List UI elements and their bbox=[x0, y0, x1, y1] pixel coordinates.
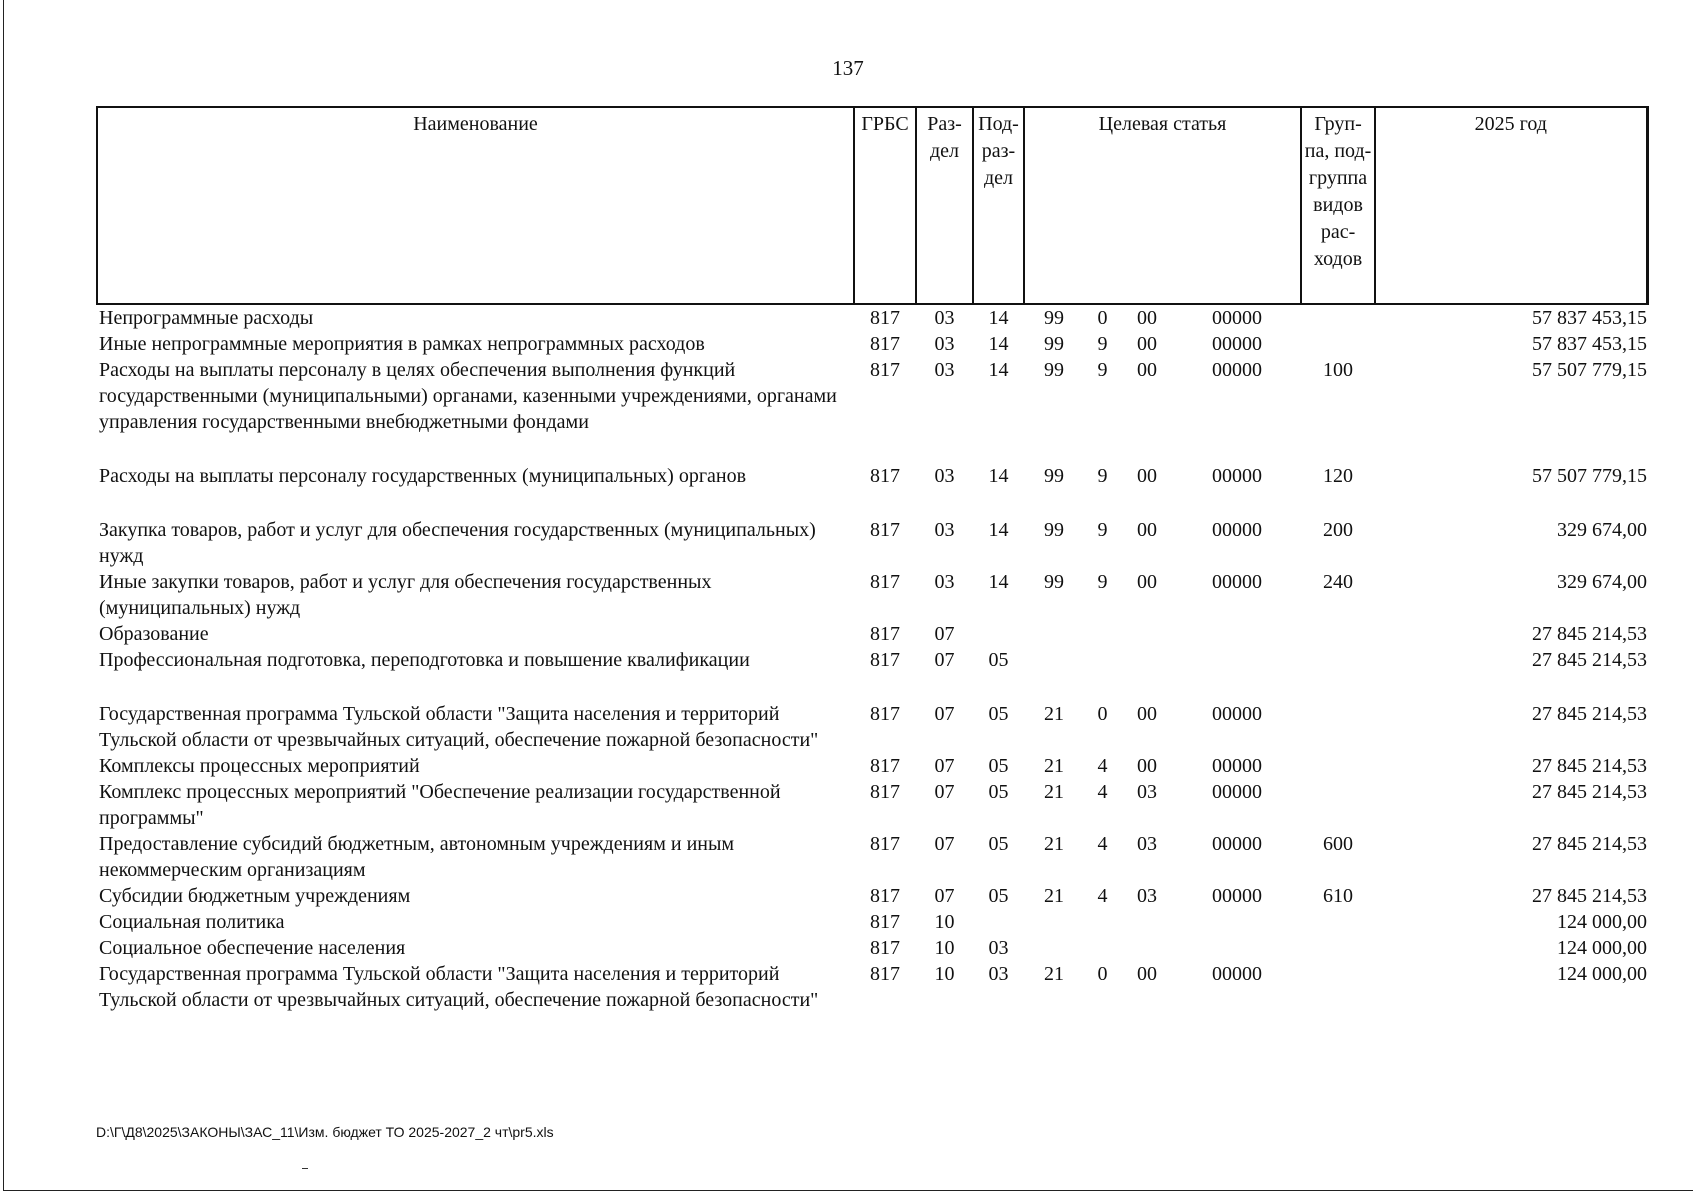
table-row bbox=[97, 909, 1647, 935]
cell-target-program: 99 bbox=[1044, 571, 1064, 593]
cell-razdel: 03 bbox=[934, 465, 955, 487]
spacer-cell bbox=[97, 673, 1647, 701]
cell-target-direction: 00000 bbox=[1212, 833, 1263, 855]
cell-expense-group bbox=[1301, 701, 1375, 753]
header-expense-group: Груп- па, под- группа видов рас- ходов bbox=[1301, 107, 1375, 304]
budget-table bbox=[96, 106, 1649, 1013]
cell-target-subprogram bbox=[1084, 621, 1121, 647]
table-row bbox=[97, 779, 1647, 831]
cell-razdel: 10 bbox=[934, 963, 955, 985]
cell-razdel: 03 bbox=[934, 519, 955, 541]
row-spacer bbox=[97, 673, 1647, 701]
cell-target-program: 99 bbox=[1044, 333, 1064, 355]
cell-target-program bbox=[1024, 909, 1084, 935]
cell-name: Субсидии бюджетным учреждениям bbox=[99, 885, 411, 907]
cell-name: Расходы на выплаты персоналу государственных (муниципальных) органов bbox=[99, 465, 747, 487]
cell-target-direction bbox=[1173, 647, 1301, 673]
cell-podrazdel: 14 bbox=[988, 359, 1009, 381]
cell-razdel: 07 bbox=[934, 885, 955, 907]
cell-grbs: 817 bbox=[870, 963, 900, 985]
table-row bbox=[97, 517, 1647, 569]
cell-podrazdel: 14 bbox=[988, 307, 1009, 329]
spacer-cell bbox=[97, 489, 1647, 517]
cell-grbs: 817 bbox=[870, 359, 900, 381]
cell-target-event bbox=[1121, 621, 1173, 647]
table-row bbox=[97, 831, 1647, 883]
cell-expense-group: 600 bbox=[1323, 833, 1354, 855]
cell-expense-group bbox=[1301, 779, 1375, 831]
cell-target-program: 21 bbox=[1044, 703, 1064, 725]
cell-target-event bbox=[1121, 909, 1173, 935]
cell-razdel: 07 bbox=[934, 649, 955, 671]
table-row bbox=[97, 621, 1647, 647]
cell-amount: 329 674,00 bbox=[1557, 519, 1648, 541]
cell-amount: 27 845 214,53 bbox=[1532, 833, 1648, 855]
cell-name: Социальное обеспечение населения bbox=[99, 937, 406, 959]
cell-target-subprogram: 4 bbox=[1097, 885, 1108, 907]
cell-razdel: 10 bbox=[934, 937, 955, 959]
cell-podrazdel: 05 bbox=[988, 781, 1009, 803]
cell-target-program bbox=[1024, 621, 1084, 647]
cell-target-event: 00 bbox=[1137, 307, 1157, 329]
cell-razdel: 07 bbox=[934, 703, 955, 725]
cell-podrazdel: 14 bbox=[988, 333, 1009, 355]
footer-dash bbox=[302, 1168, 308, 1169]
cell-amount: 27 845 214,53 bbox=[1532, 755, 1648, 777]
cell-target-program: 21 bbox=[1044, 833, 1064, 855]
cell-target-event: 03 bbox=[1137, 781, 1157, 803]
cell-grbs: 817 bbox=[870, 911, 900, 933]
cell-target-subprogram: 9 bbox=[1097, 359, 1108, 381]
cell-grbs: 817 bbox=[870, 937, 900, 959]
footer-file-path: D:\Г\Д8\2025\ЗАКОНЫ\ЗАС_11\Изм. бюджет ТО 2025-2027_2 чт\pr5.xls bbox=[96, 1124, 554, 1140]
cell-grbs: 817 bbox=[870, 307, 900, 329]
cell-name: Иные непрограммные мероприятия в рамках непрограммных расходов bbox=[99, 333, 705, 355]
cell-expense-group bbox=[1301, 621, 1375, 647]
cell-razdel: 07 bbox=[934, 781, 955, 803]
cell-grbs: 817 bbox=[870, 755, 900, 777]
cell-razdel: 03 bbox=[934, 307, 955, 329]
cell-grbs: 817 bbox=[870, 703, 900, 725]
cell-name: Предоставление субсидий бюджетным, автономным учреждениям и иным некоммерческим организациям bbox=[99, 833, 735, 881]
cell-expense-group: 240 bbox=[1323, 571, 1354, 593]
page-border-left bbox=[3, 0, 4, 1190]
cell-grbs: 817 bbox=[870, 333, 900, 355]
cell-name: Закупка товаров, работ и услуг для обеспечения государственных (муниципальных) нужд bbox=[99, 519, 816, 567]
cell-expense-group bbox=[1301, 331, 1375, 357]
cell-expense-group bbox=[1301, 909, 1375, 935]
header-name: Наименование bbox=[97, 107, 854, 304]
cell-grbs: 817 bbox=[870, 649, 900, 671]
header-target-article: Целевая статья bbox=[1024, 107, 1301, 304]
cell-target-event: 00 bbox=[1137, 519, 1157, 541]
cell-target-event: 00 bbox=[1137, 571, 1157, 593]
cell-target-event: 03 bbox=[1137, 833, 1157, 855]
cell-target-subprogram: 9 bbox=[1097, 465, 1108, 487]
cell-amount: 124 000,00 bbox=[1557, 911, 1648, 933]
cell-amount: 27 845 214,53 bbox=[1532, 703, 1648, 725]
cell-target-program: 21 bbox=[1044, 755, 1064, 777]
table-body bbox=[97, 304, 1647, 1013]
cell-target-event: 00 bbox=[1137, 465, 1157, 487]
cell-target-subprogram: 9 bbox=[1097, 571, 1108, 593]
cell-razdel: 07 bbox=[934, 833, 955, 855]
cell-grbs: 817 bbox=[870, 623, 900, 645]
cell-podrazdel bbox=[973, 621, 1024, 647]
cell-name: Профессиональная подготовка, переподготовка и повышение квалификации bbox=[99, 649, 750, 671]
cell-target-event: 00 bbox=[1137, 755, 1157, 777]
cell-target-event bbox=[1121, 647, 1173, 673]
cell-target-direction: 00000 bbox=[1212, 963, 1263, 985]
cell-expense-group bbox=[1301, 961, 1375, 1013]
cell-razdel: 07 bbox=[934, 623, 955, 645]
cell-name: Государственная программа Тульской области "Защита населения и территорий Тульской области от чрезвычайных ситуаций, обеспечение пожарной безопасности" bbox=[99, 703, 819, 751]
cell-expense-group: 200 bbox=[1323, 519, 1354, 541]
table-row bbox=[97, 331, 1647, 357]
cell-expense-group: 100 bbox=[1323, 359, 1354, 381]
cell-target-program: 99 bbox=[1044, 519, 1064, 541]
budget-table-container bbox=[96, 106, 1646, 1013]
cell-target-program: 99 bbox=[1044, 307, 1064, 329]
cell-amount: 124 000,00 bbox=[1557, 937, 1648, 959]
table-row bbox=[97, 961, 1647, 1013]
cell-target-event: 00 bbox=[1137, 333, 1157, 355]
cell-target-direction: 00000 bbox=[1212, 781, 1263, 803]
table-row bbox=[97, 569, 1647, 621]
cell-target-subprogram bbox=[1084, 935, 1121, 961]
cell-podrazdel: 03 bbox=[988, 963, 1009, 985]
cell-target-subprogram: 4 bbox=[1097, 833, 1108, 855]
cell-target-subprogram bbox=[1084, 909, 1121, 935]
cell-target-event: 00 bbox=[1137, 359, 1157, 381]
cell-amount: 57 837 453,15 bbox=[1532, 307, 1648, 329]
cell-razdel: 03 bbox=[934, 333, 955, 355]
cell-target-program: 21 bbox=[1044, 781, 1064, 803]
cell-podrazdel: 05 bbox=[988, 649, 1009, 671]
cell-target-subprogram bbox=[1084, 647, 1121, 673]
header-razdel: Раз- дел bbox=[916, 107, 973, 304]
cell-name: Образование bbox=[99, 623, 209, 645]
cell-target-direction: 00000 bbox=[1212, 359, 1263, 381]
cell-target-program: 21 bbox=[1044, 963, 1064, 985]
cell-target-subprogram: 4 bbox=[1097, 781, 1108, 803]
cell-amount: 57 507 779,15 bbox=[1532, 465, 1648, 487]
cell-target-direction: 00000 bbox=[1212, 519, 1263, 541]
cell-target-program bbox=[1024, 935, 1084, 961]
cell-target-program bbox=[1024, 647, 1084, 673]
cell-grbs: 817 bbox=[870, 781, 900, 803]
cell-amount: 27 845 214,53 bbox=[1532, 781, 1648, 803]
cell-expense-group: 120 bbox=[1323, 465, 1354, 487]
cell-name: Государственная программа Тульской области "Защита населения и территорий Тульской области от чрезвычайных ситуаций, обеспечение пожарной безопасности" bbox=[99, 963, 819, 1011]
table-row bbox=[97, 883, 1647, 909]
cell-grbs: 817 bbox=[870, 833, 900, 855]
cell-target-program: 99 bbox=[1044, 465, 1064, 487]
page-number: 137 bbox=[832, 56, 864, 80]
cell-name: Иные закупки товаров, работ и услуг для обеспечения государственных (муниципальных) нужд bbox=[99, 571, 712, 619]
cell-razdel: 07 bbox=[934, 755, 955, 777]
cell-amount: 27 845 214,53 bbox=[1532, 623, 1648, 645]
cell-target-direction: 00000 bbox=[1212, 571, 1263, 593]
cell-name: Социальная политика bbox=[99, 911, 285, 933]
table-row bbox=[97, 647, 1647, 673]
cell-name: Непрограммные расходы bbox=[99, 307, 314, 329]
cell-target-subprogram: 0 bbox=[1097, 703, 1108, 725]
cell-target-subprogram: 9 bbox=[1097, 333, 1108, 355]
cell-podrazdel: 14 bbox=[988, 571, 1009, 593]
header-grbs: ГРБС bbox=[854, 107, 916, 304]
cell-target-event: 00 bbox=[1137, 963, 1157, 985]
table-row bbox=[97, 701, 1647, 753]
cell-target-direction: 00000 bbox=[1212, 307, 1263, 329]
cell-target-direction: 00000 bbox=[1212, 755, 1263, 777]
cell-amount: 27 845 214,53 bbox=[1532, 885, 1648, 907]
table-row bbox=[97, 304, 1647, 331]
cell-target-subprogram: 4 bbox=[1097, 755, 1108, 777]
cell-target-event: 00 bbox=[1137, 703, 1157, 725]
cell-expense-group bbox=[1301, 935, 1375, 961]
spacer-cell bbox=[97, 435, 1647, 463]
cell-expense-group bbox=[1301, 647, 1375, 673]
cell-target-subprogram: 0 bbox=[1097, 963, 1108, 985]
cell-name: Комплекс процессных мероприятий "Обеспечение реализации государственной программы" bbox=[99, 781, 781, 829]
table-row bbox=[97, 463, 1647, 489]
cell-amount: 57 507 779,15 bbox=[1532, 359, 1648, 381]
table-row bbox=[97, 935, 1647, 961]
cell-amount: 27 845 214,53 bbox=[1532, 649, 1648, 671]
cell-expense-group bbox=[1301, 753, 1375, 779]
cell-name: Расходы на выплаты персоналу в целях обеспечения выполнения функций государственными (муниципальными) органами, казенными учреждениями, органами управления государственными внебюджетными фондами bbox=[99, 359, 837, 433]
table-row bbox=[97, 753, 1647, 779]
cell-target-event: 03 bbox=[1137, 885, 1157, 907]
cell-podrazdel: 05 bbox=[988, 885, 1009, 907]
cell-podrazdel: 05 bbox=[988, 833, 1009, 855]
cell-razdel: 03 bbox=[934, 571, 955, 593]
cell-expense-group: 610 bbox=[1323, 885, 1354, 907]
cell-razdel: 03 bbox=[934, 359, 955, 381]
cell-podrazdel: 03 bbox=[988, 937, 1009, 959]
cell-target-program: 99 bbox=[1044, 359, 1064, 381]
cell-grbs: 817 bbox=[870, 465, 900, 487]
cell-razdel: 10 bbox=[934, 911, 955, 933]
cell-target-subprogram: 9 bbox=[1097, 519, 1108, 541]
cell-podrazdel: 14 bbox=[988, 519, 1009, 541]
cell-grbs: 817 bbox=[870, 571, 900, 593]
cell-podrazdel: 05 bbox=[988, 755, 1009, 777]
cell-target-direction: 00000 bbox=[1212, 465, 1263, 487]
header-row bbox=[97, 107, 1647, 304]
cell-name: Комплексы процессных мероприятий bbox=[99, 755, 420, 777]
cell-amount: 57 837 453,15 bbox=[1532, 333, 1648, 355]
cell-grbs: 817 bbox=[870, 885, 900, 907]
cell-podrazdel: 14 bbox=[988, 465, 1009, 487]
cell-amount: 329 674,00 bbox=[1557, 571, 1648, 593]
cell-expense-group bbox=[1301, 304, 1375, 331]
header-year-2025: 2025 год bbox=[1375, 107, 1647, 304]
row-spacer bbox=[97, 435, 1647, 463]
row-spacer bbox=[97, 489, 1647, 517]
cell-podrazdel: 05 bbox=[988, 703, 1009, 725]
cell-target-direction: 00000 bbox=[1212, 703, 1263, 725]
cell-target-program: 21 bbox=[1044, 885, 1064, 907]
cell-target-direction: 00000 bbox=[1212, 333, 1263, 355]
cell-target-direction bbox=[1173, 909, 1301, 935]
cell-target-event bbox=[1121, 935, 1173, 961]
cell-amount: 124 000,00 bbox=[1557, 963, 1648, 985]
cell-target-subprogram: 0 bbox=[1097, 307, 1108, 329]
table-row bbox=[97, 357, 1647, 435]
cell-podrazdel bbox=[973, 909, 1024, 935]
cell-target-direction: 00000 bbox=[1212, 885, 1263, 907]
header-podrazdel: Под- раз- дел bbox=[973, 107, 1024, 304]
cell-target-direction bbox=[1173, 621, 1301, 647]
cell-grbs: 817 bbox=[870, 519, 900, 541]
cell-target-direction bbox=[1173, 935, 1301, 961]
page-border-bottom bbox=[3, 1190, 1693, 1191]
